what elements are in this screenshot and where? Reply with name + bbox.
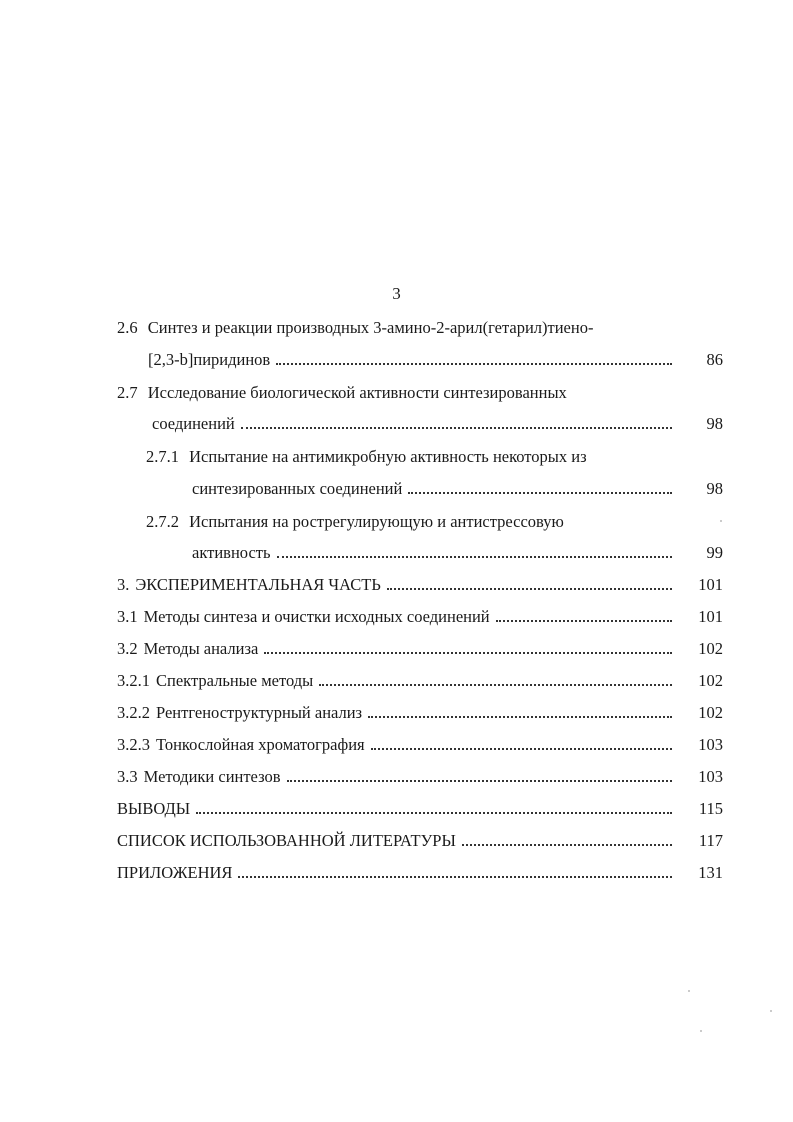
- toc-entry-number: 3.2.1: [117, 671, 150, 690]
- toc-entry-number: 3.: [117, 575, 130, 594]
- dot-leader: [264, 652, 672, 654]
- toc-entry-2-7-line2: [152, 414, 676, 434]
- toc-entry-2-7-1-line1: [146, 447, 587, 467]
- toc-entry-title: Тонкослойная хроматография: [156, 735, 365, 754]
- toc-entry-title: Методы синтеза и очистки исходных соединений: [143, 607, 490, 626]
- toc-entry-3-3: [117, 767, 676, 787]
- toc-entry-3-2-3: [117, 735, 676, 755]
- toc-entry-2-7-2-line1: [146, 512, 564, 532]
- toc-page-number: 115: [698, 799, 723, 818]
- toc-entry-title: Синтез и реакции производных 3-амино-2-арил(гетарил)тиено-: [147, 318, 594, 337]
- dot-leader: [371, 748, 672, 750]
- page-number: 3: [392, 284, 401, 303]
- scan-speck: [688, 990, 690, 992]
- toc-entry-title-cont: соединений: [152, 414, 235, 433]
- toc-entry-3-2-2: [117, 703, 676, 723]
- toc-entry-number: 2.6: [117, 318, 138, 337]
- toc-page-number: 103: [698, 767, 723, 786]
- toc-entry-title: ПРИЛОЖЕНИЯ: [117, 863, 233, 882]
- toc-entry-3: [117, 575, 676, 595]
- toc-entry-number: 2.7: [117, 383, 138, 402]
- toc-entry-number: 3.2.3: [117, 735, 150, 754]
- toc-entry-2-7-1-line2: [192, 479, 676, 499]
- dot-leader: [496, 620, 672, 622]
- toc-entry-title-cont: активность: [192, 543, 271, 562]
- toc-entry-title: Методы анализа: [143, 639, 259, 658]
- toc-page-number: 98: [706, 479, 723, 498]
- toc-entry-number: 3.3: [117, 767, 138, 786]
- toc-entry-title-cont: синтезированных соединений: [192, 479, 403, 498]
- toc-entry-title: Испытания на рострегулирующую и антистрессовую: [189, 512, 564, 531]
- scan-speck: [700, 1030, 702, 1032]
- toc-entry-title: СПИСОК ИСПОЛЬЗОВАННОЙ ЛИТЕРАТУРЫ: [117, 831, 456, 850]
- scan-speck: [720, 520, 722, 522]
- toc-entry-references: [117, 831, 676, 851]
- toc-entry-title: Испытание на антимикробную активность некоторых из: [189, 447, 587, 466]
- toc-page-number: 102: [698, 703, 723, 722]
- dot-leader: [277, 556, 672, 558]
- toc-entry-2-7-2-line2: [192, 543, 676, 563]
- toc-page-number: 131: [698, 863, 723, 882]
- toc-entry-number: 2.7.1: [146, 447, 179, 466]
- toc-entry-3-2: [117, 639, 676, 659]
- toc-entry-appendices: [117, 863, 676, 883]
- toc-entry-number: 3.1: [117, 607, 138, 626]
- dot-leader: [238, 876, 672, 878]
- toc-entry-title: Рентгеноструктурный анализ: [156, 703, 363, 722]
- toc-entry-title: ЭКСПЕРИМЕНТАЛЬНАЯ ЧАСТЬ: [135, 575, 381, 594]
- toc-entry-3-2-1: [117, 671, 676, 691]
- dot-leader: [462, 844, 672, 846]
- toc-entry-title: Спектральные методы: [156, 671, 314, 690]
- toc-entry-2-6-line2: [148, 350, 676, 370]
- toc-entry-2-6-line1: [117, 318, 593, 338]
- toc-entry-title: Исследование биологической активности синтезированных: [147, 383, 567, 402]
- toc-page-number: 98: [706, 414, 723, 433]
- dot-leader: [387, 588, 672, 590]
- toc-entry-number: 3.2: [117, 639, 138, 658]
- toc-entry-2-7-line1: [117, 383, 567, 403]
- dot-leader: [287, 780, 672, 782]
- dot-leader: [196, 812, 672, 814]
- dot-leader: [276, 363, 672, 365]
- dot-leader: [241, 427, 672, 429]
- toc-entry-title: ВЫВОДЫ: [117, 799, 191, 818]
- toc-page-number: 103: [698, 735, 723, 754]
- toc-entry-title: Методики синтезов: [143, 767, 281, 786]
- toc-page-number: 99: [706, 543, 723, 562]
- toc-page-number: 86: [706, 350, 723, 369]
- toc-page-number: 101: [698, 575, 723, 594]
- toc-page-number: 117: [698, 831, 723, 850]
- dot-leader: [408, 492, 672, 494]
- toc-entry-conclusions: [117, 799, 676, 819]
- toc-entry-title-cont: [2,3-b]пиридинов: [148, 350, 271, 369]
- toc-entry-number: 2.7.2: [146, 512, 179, 531]
- toc-entry-number: 3.2.2: [117, 703, 150, 722]
- toc-page-number: 102: [698, 671, 723, 690]
- toc-page-number: 102: [698, 639, 723, 658]
- toc-entry-3-1: [117, 607, 676, 627]
- dot-leader: [368, 716, 672, 718]
- toc-page-number: 101: [698, 607, 723, 626]
- dot-leader: [319, 684, 672, 686]
- scan-speck: [770, 1010, 772, 1012]
